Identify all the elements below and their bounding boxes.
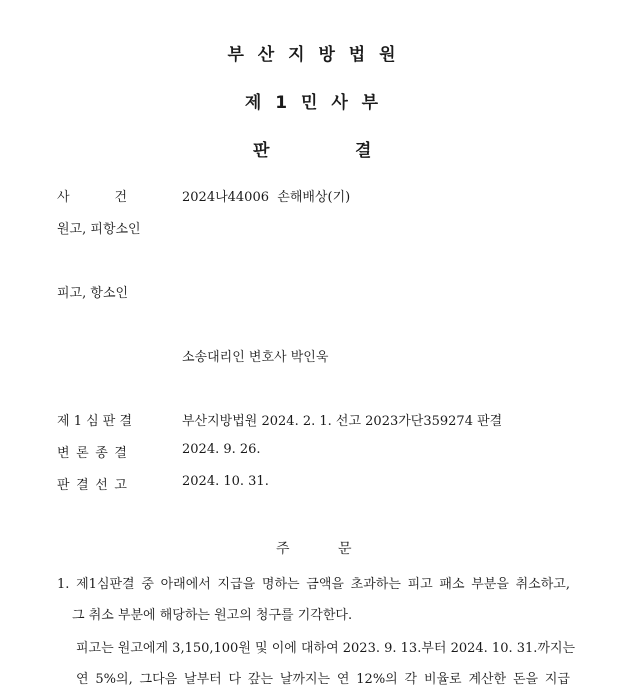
body-line-1: 1. 제1심판결 중 아래에서 지급을 명하는 금액을 초과하는 피고 패소 부분을 취소하고, — [57, 577, 570, 592]
field-label-pleadings-closed: 변 론 종 결 — [57, 446, 127, 461]
field-label-plaintiff: 원고, 피항소인 — [57, 222, 141, 237]
field-value-case: 2024나44006 손해배상(기) — [182, 190, 351, 205]
court-name: 부 산 지 방 법 원 — [227, 45, 397, 65]
body-line-3: 피고는 원고에게 3,150,100원 및 이에 대하여 2023. 9. 13.부터 2024. 10. 31.까지는 — [76, 641, 576, 656]
section-title-right: 문 — [338, 541, 352, 557]
field-label-defendant: 피고, 항소인 — [57, 286, 129, 301]
field-label-judgment-date: 판 결 선 고 — [57, 478, 127, 493]
field-label-case: 사 건 — [57, 190, 127, 205]
section-title-left: 주 — [276, 541, 290, 557]
field-value-first-instance: 부산지방법원 2024. 2. 1. 선고 2023가단359274 판결 — [182, 414, 503, 429]
field-value-attorney: 소송대리인 변호사 박인욱 — [182, 350, 329, 365]
document-type-left: 판 — [253, 141, 271, 161]
body-line-2: 그 취소 부분에 해당하는 원고의 청구를 기각한다. — [72, 608, 353, 623]
document-type-right: 결 — [355, 141, 373, 161]
field-label-first-instance: 제 1 심 판 결 — [57, 414, 133, 429]
field-value-pleadings-closed: 2024. 9. 26. — [182, 442, 261, 457]
division-name: 제 1 민 사 부 — [244, 93, 380, 113]
field-value-judgment-date: 2024. 10. 31. — [182, 474, 269, 489]
body-line-4: 연 5%의, 그다음 날부터 다 갚는 날까지는 연 12%의 각 비율로 계산한 돈을 지급 — [76, 672, 570, 687]
